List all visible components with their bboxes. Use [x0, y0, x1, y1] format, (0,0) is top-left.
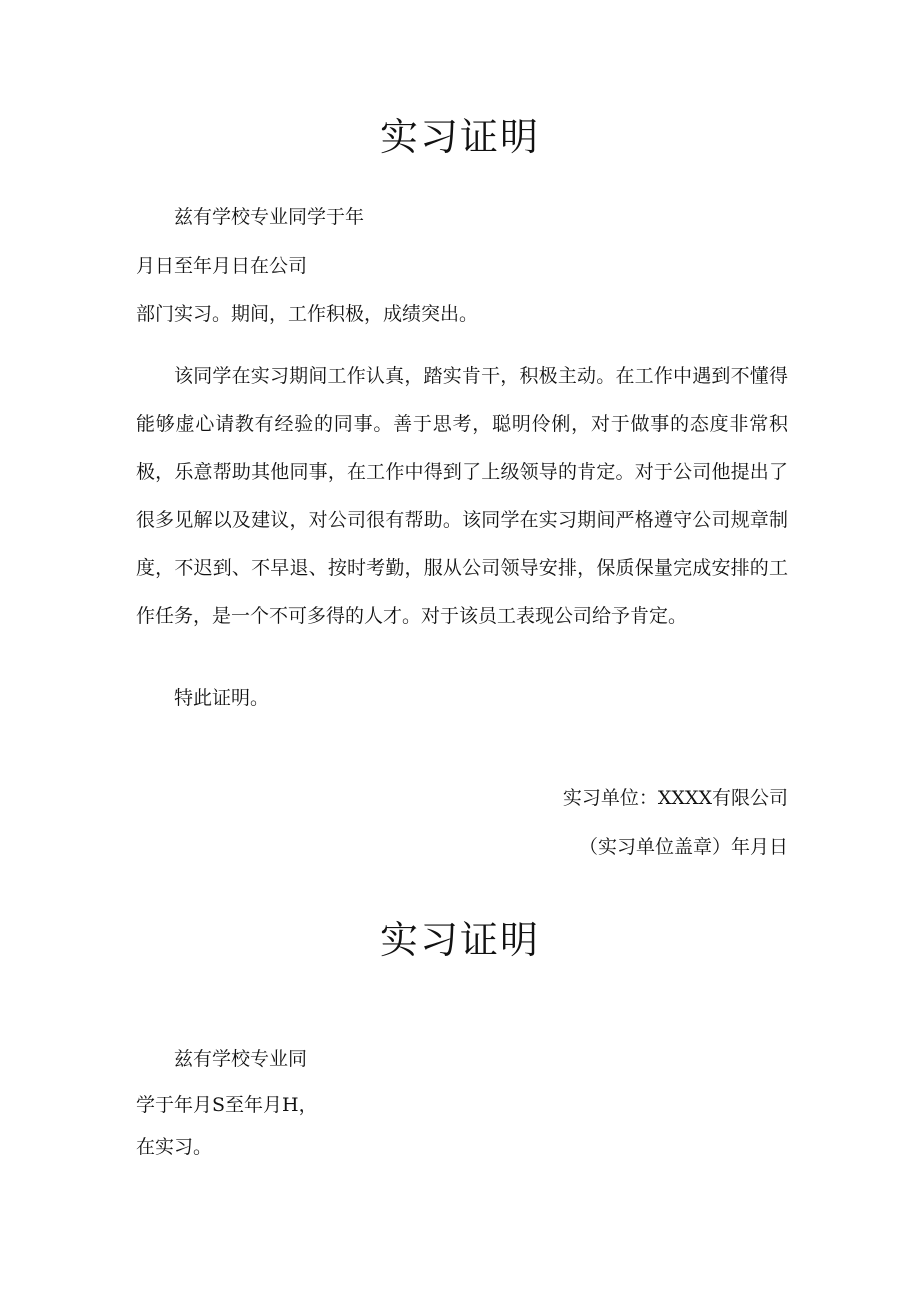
intro-line-2: 月日至年月日在公司 — [136, 255, 308, 277]
body-paragraph: 该同学在实习期间工作认真，踏实肯干，积极主动。在工作中遇到不懂得能够虚心请教有经验的同事。善于思考，聪明伶俐，对于做事的态度非常积极，乐意帮助其他同事，在工作中得到了上级领导的肯定。对于公司他提出了很多见解以及建议，对公司很有帮助。该同学在实习期间严格遵守公司规章制度，不迟到、不早退、按时考勤，服从公司领导安排，保质保量完成安排的工作任务，是一个不可多得的人才。对于该员工表现公司给予肯定。 — [136, 365, 788, 627]
intro-line-1: 兹有学校专业同学于年 — [174, 206, 365, 228]
issuing-unit: 实习单位：XXXX有限公司 — [562, 787, 788, 809]
closing-statement: 特此证明。 — [174, 687, 270, 709]
intro-line-3: 部门实习。期间，工作积极，成绩突出。 — [136, 303, 479, 325]
intro2-line-2: 学于年月S至年月H， — [136, 1094, 318, 1116]
intro2-line-3: 在实习。 — [136, 1136, 213, 1158]
certificate-title-2: 实习证明 — [379, 918, 540, 962]
seal-date-line: （实习单位盖章）年月日 — [578, 836, 788, 858]
certificate-title: 实习证明 — [379, 115, 540, 159]
intro2-line-1: 兹有学校专业同 — [174, 1048, 308, 1070]
